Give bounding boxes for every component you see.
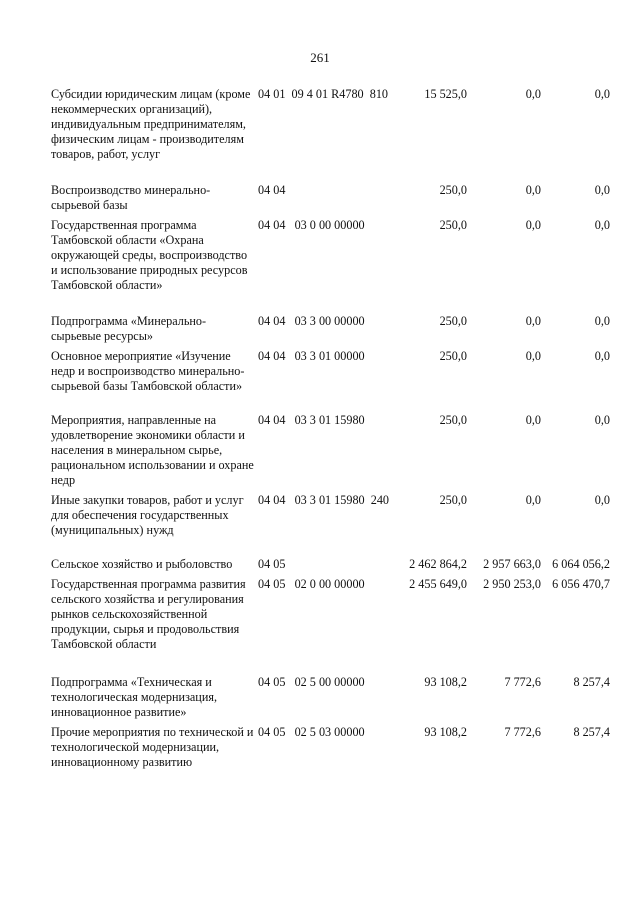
row-value-3: 0,0 bbox=[594, 218, 610, 232]
row-code: 04 04 03 3 01 15980 240 bbox=[258, 493, 390, 507]
row-value-3: 8 257,4 bbox=[573, 725, 610, 739]
row-value-1: 93 108,2 bbox=[424, 675, 467, 689]
row-code: 04 05 02 5 00 00000 bbox=[258, 675, 365, 689]
row-value-1: 93 108,2 bbox=[424, 725, 467, 739]
row-value-3: 0,0 bbox=[594, 493, 610, 507]
row-code: 04 01 09 4 01 R4780 810 bbox=[258, 87, 389, 101]
table-row bbox=[0, 675, 640, 725]
table-row bbox=[0, 413, 640, 493]
row-value-2: 0,0 bbox=[525, 493, 541, 507]
row-name: Основное мероприятие «Изучение недр и воспроизводство минерально-сырьевой базы Тамбовской области» bbox=[51, 349, 245, 393]
row-name: Субсидии юридическим лицам (кроме некоммерческих организаций), индивидуальным предпринимателям, физическим лицам - производителям товаров, работ, услуг bbox=[51, 87, 251, 161]
row-code: 04 05 bbox=[258, 557, 286, 571]
row-value-2: 2 950 253,0 bbox=[483, 577, 541, 591]
row-code: 04 04 03 0 00 00000 bbox=[258, 218, 365, 232]
row-value-2: 0,0 bbox=[525, 349, 541, 363]
row-code: 04 05 02 0 00 00000 bbox=[258, 577, 365, 591]
row-name: Воспроизводство минерально-сырьевой базы bbox=[51, 183, 211, 212]
row-value-3: 0,0 bbox=[594, 314, 610, 328]
row-name: Сельское хозяйство и рыболовство bbox=[51, 557, 233, 571]
row-code: 04 04 03 3 01 15980 bbox=[258, 413, 365, 427]
row-value-1: 250,0 bbox=[439, 493, 467, 507]
row-value-1: 15 525,0 bbox=[424, 87, 467, 101]
row-value-2: 0,0 bbox=[525, 87, 541, 101]
row-name: Иные закупки товаров, работ и услуг для обеспечения государственных (муниципальных) нужд bbox=[51, 493, 244, 537]
row-value-2: 0,0 bbox=[525, 218, 541, 232]
row-value-3: 0,0 bbox=[594, 87, 610, 101]
row-code: 04 04 bbox=[258, 183, 286, 197]
row-name: Государственная программа Тамбовской области «Охрана окружающей среды, воспроизводство и использование природных ресурсов Тамбовской области» bbox=[51, 218, 248, 292]
row-name: Государственная программа развития сельского хозяйства и регулирования рынков сельскохозяйственной продукции, сырья и продовольствия Тамбовской области bbox=[51, 577, 246, 651]
row-code: 04 04 03 3 00 00000 bbox=[258, 314, 365, 328]
row-value-3: 6 064 056,2 bbox=[552, 557, 610, 571]
row-value-3: 0,0 bbox=[594, 413, 610, 427]
row-value-1: 250,0 bbox=[439, 314, 467, 328]
table-row bbox=[0, 577, 640, 675]
table-row bbox=[0, 725, 640, 789]
row-value-1: 250,0 bbox=[439, 183, 467, 197]
table-row bbox=[0, 87, 640, 183]
row-code: 04 05 02 5 03 00000 bbox=[258, 725, 365, 739]
row-name: Подпрограмма «Техническая и технологическая модернизация, инновационное развитие» bbox=[51, 675, 217, 719]
row-value-1: 250,0 bbox=[439, 218, 467, 232]
table-row bbox=[0, 314, 640, 349]
budget-table bbox=[0, 87, 640, 789]
table-row bbox=[0, 183, 640, 218]
row-value-2: 0,0 bbox=[525, 413, 541, 427]
page-number: 261 bbox=[310, 50, 330, 65]
row-name: Подпрограмма «Минерально-сырьевые ресурсы» bbox=[51, 314, 207, 343]
row-value-3: 0,0 bbox=[594, 183, 610, 197]
table-row bbox=[0, 218, 640, 314]
row-value-1: 2 455 649,0 bbox=[409, 577, 467, 591]
row-code: 04 04 03 3 01 00000 bbox=[258, 349, 365, 363]
row-value-2: 7 772,6 bbox=[504, 725, 541, 739]
row-value-1: 250,0 bbox=[439, 349, 467, 363]
row-value-2: 7 772,6 bbox=[504, 675, 541, 689]
row-value-1: 250,0 bbox=[439, 413, 467, 427]
table-row bbox=[0, 493, 640, 557]
row-name: Мероприятия, направленные на удовлетворение экономики области и населения в минеральном сырье, рациональном использовании и охране недр bbox=[51, 413, 254, 487]
row-value-3: 6 056 470,7 bbox=[552, 577, 610, 591]
row-value-2: 0,0 bbox=[525, 314, 541, 328]
row-value-1: 2 462 864,2 bbox=[409, 557, 467, 571]
table-row bbox=[0, 349, 640, 413]
row-value-3: 8 257,4 bbox=[573, 675, 610, 689]
row-name: Прочие мероприятия по технической и технологической модернизации, инновационному развитию bbox=[51, 725, 254, 769]
row-value-2: 2 957 663,0 bbox=[483, 557, 541, 571]
table-row bbox=[0, 557, 640, 577]
row-value-3: 0,0 bbox=[594, 349, 610, 363]
row-value-2: 0,0 bbox=[525, 183, 541, 197]
